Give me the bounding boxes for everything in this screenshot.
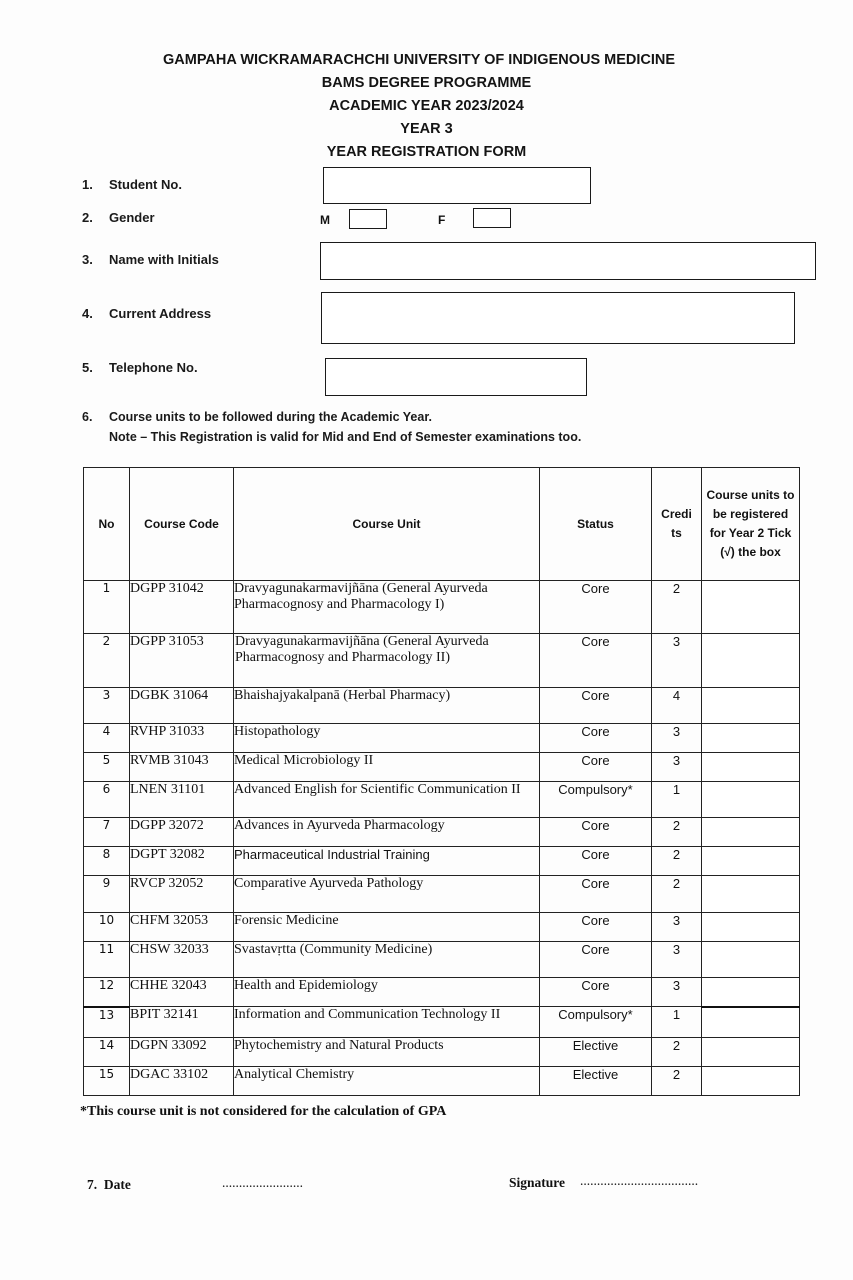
- telephone-field[interactable]: [325, 358, 587, 396]
- table-row: 6 LNEN 31101 Advanced English for Scientific Communication II Compulsory* 1: [84, 782, 800, 818]
- table-row: 11 CHSW 32033 Svastavṛtta (Community Medicine) Core 3: [84, 942, 800, 978]
- gpa-footnote: *This course unit is not considered for the calculation of GPA: [80, 1104, 447, 1119]
- signature-field[interactable]: ...................................: [580, 1173, 699, 1188]
- programme-title: BAMS DEGREE PROGRAMME: [321, 75, 532, 91]
- table-row: 14 DGPN 33092 Phytochemistry and Natural Products Elective 2: [84, 1038, 800, 1067]
- table-row: 5 RVMB 31043 Medical Microbiology II Core 3: [84, 753, 800, 782]
- tick-box[interactable]: [702, 1007, 800, 1038]
- name-label: 3. Name with Initials: [82, 252, 219, 267]
- student-no-label: 1. Student No.: [82, 177, 182, 192]
- tick-box[interactable]: [702, 847, 800, 876]
- table-row: 2 DGPP 31053 Dravyagunakarmavijñāna (General Ayurveda Pharmacognosy and Pharmacology II) Core 3: [84, 634, 800, 688]
- tick-box[interactable]: [702, 913, 800, 942]
- tick-box[interactable]: [702, 724, 800, 753]
- tick-box[interactable]: [702, 634, 800, 688]
- tick-box[interactable]: [702, 876, 800, 913]
- table-row: 8 DGPT 32082 Pharmaceutical Industrial Training Core 2: [84, 847, 800, 876]
- header-credits: Credi ts: [652, 468, 702, 581]
- table-row: 3 DGBK 31064 Bhaishajyakalpanā (Herbal Pharmacy) Core 4: [84, 688, 800, 724]
- tick-box[interactable]: [702, 782, 800, 818]
- section6-title: 6. Course units to be followed during the Academic Year.: [82, 410, 432, 424]
- table-row: 12 CHHE 32043 Health and Epidemiology Core 3: [84, 978, 800, 1007]
- table-row: 9 RVCP 32052 Comparative Ayurveda Pathology Core 2: [84, 876, 800, 913]
- gender-m-checkbox[interactable]: [349, 209, 387, 229]
- header-tick: Course units to be registered for Year 2 Tick (√) the box: [702, 468, 800, 581]
- student-no-field[interactable]: [323, 167, 591, 204]
- tick-box[interactable]: [702, 753, 800, 782]
- gender-f-label: F: [438, 213, 446, 227]
- table-row: 1 DGPP 31042 Dravyagunakarmavijñāna (General Ayurveda Pharmacognosy and Pharmacology I) Core 2: [84, 581, 800, 634]
- tick-box[interactable]: [702, 942, 800, 978]
- header-no: No: [84, 468, 130, 581]
- table-header-row: [84, 468, 800, 581]
- tick-box[interactable]: [702, 818, 800, 847]
- tick-box[interactable]: [702, 1067, 800, 1096]
- date-field[interactable]: ........................: [222, 1175, 303, 1190]
- tick-box[interactable]: [702, 688, 800, 724]
- header-course-code: Course Code: [130, 468, 234, 581]
- gender-m-label: M: [320, 213, 330, 227]
- gender-label: 2. Gender: [82, 210, 155, 225]
- signature-label: Signature: [509, 1175, 566, 1190]
- course-units-table: [83, 467, 800, 1096]
- tick-box[interactable]: [702, 978, 800, 1007]
- header-status: Status: [540, 468, 652, 581]
- table-row: 13 BPIT 32141 Information and Communication Technology II Compulsory* 1: [84, 1007, 800, 1038]
- gender-f-checkbox[interactable]: [473, 208, 511, 228]
- form-title: YEAR REGISTRATION FORM: [326, 144, 527, 160]
- table-row: 10 CHFM 32053 Forensic Medicine Core 3: [84, 913, 800, 942]
- table-row: 7 DGPP 32072 Advances in Ayurveda Pharmacology Core 2: [84, 818, 800, 847]
- header-course-unit: Course Unit: [234, 468, 540, 581]
- university-title: GAMPAHA WICKRAMARACHCHI UNIVERSITY OF INDIGENOUS MEDICINE: [163, 52, 676, 68]
- tick-box[interactable]: [702, 1038, 800, 1067]
- date-label: 7. Date: [87, 1177, 131, 1192]
- table-row: 4 RVHP 31033 Histopathology Core 3: [84, 724, 800, 753]
- year-label: YEAR 3: [400, 121, 453, 137]
- section6-note: Note – This Registration is valid for Mid and End of Semester examinations too.: [109, 430, 582, 444]
- academic-year: ACADEMIC YEAR 2023/2024: [329, 98, 524, 114]
- address-line1-field[interactable]: [321, 292, 795, 324]
- address-line2-field[interactable]: [321, 322, 795, 344]
- address-label: 4. Current Address: [82, 306, 212, 321]
- telephone-label: 5. Telephone No.: [82, 360, 198, 375]
- name-with-initials-field[interactable]: [320, 242, 816, 280]
- tick-box[interactable]: [702, 581, 800, 634]
- table-row: 15 DGAC 33102 Analytical Chemistry Elective 2: [84, 1067, 800, 1096]
